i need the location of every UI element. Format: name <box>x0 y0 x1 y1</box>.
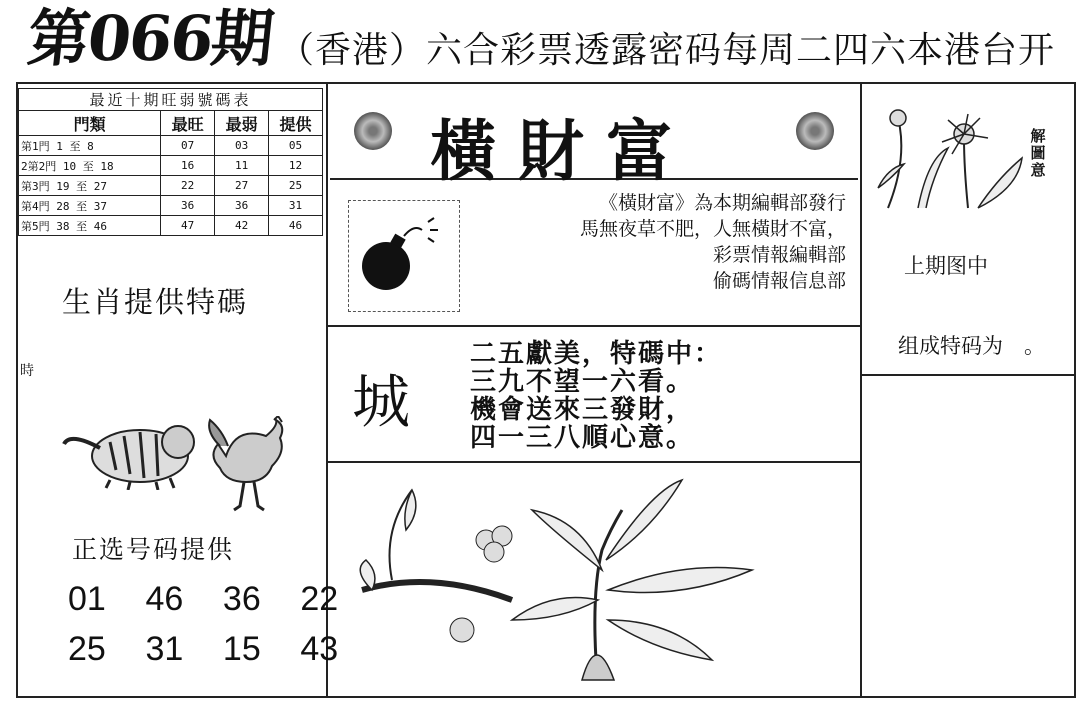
poem-line: 三九不望一六看。 <box>470 367 695 397</box>
interpretation-label: 解圖意 <box>1030 127 1046 179</box>
table-row <box>19 196 323 216</box>
cold-cell: 27 <box>215 176 269 196</box>
table-row <box>19 136 323 156</box>
pick-cell: 31 <box>269 196 323 216</box>
pick-cell: 05 <box>269 136 323 156</box>
cold-cell: 42 <box>215 216 269 236</box>
intro-line: 《橫財富》為本期編輯部發行 <box>598 192 846 214</box>
table-header: 最旺 <box>161 111 215 136</box>
lottery-number: 36 <box>222 580 261 618</box>
poem-line: 四一三八順心意。 <box>470 423 695 453</box>
table-header: 最弱 <box>215 111 269 136</box>
intro-line: 馬無夜草不肥，人無橫財不富， <box>579 218 846 240</box>
table-title: 最近十期旺弱號碼表 <box>19 89 323 111</box>
intro-text <box>476 190 846 294</box>
row-label: 第3門 19 至 27 <box>19 176 161 196</box>
coin-icon <box>796 112 834 150</box>
bomb-icon <box>358 214 454 294</box>
table-row <box>19 176 323 196</box>
pick-cell: 25 <box>269 176 323 196</box>
poem-key-char: 城 <box>352 368 411 436</box>
pick-cell: 12 <box>269 156 323 176</box>
hint-line: 组成特码为 。 <box>898 334 1045 358</box>
intro-line: 偷碼情報信息部 <box>712 270 846 292</box>
tiger-icon <box>60 412 200 490</box>
headline: （香港）六合彩票透露密码每周二四六本港台开 <box>278 30 1056 71</box>
hot-cell: 47 <box>161 216 215 236</box>
hot-cell: 07 <box>161 136 215 156</box>
side-mark: 時 <box>20 363 34 379</box>
zodiac-title: 生肖提供特碼 <box>62 285 249 319</box>
numbers-row <box>68 630 358 669</box>
pick-cell: 46 <box>269 216 323 236</box>
hot-cell: 36 <box>161 196 215 216</box>
row-label: 第5門 38 至 46 <box>19 216 161 236</box>
lottery-number: 25 <box>68 630 106 668</box>
cold-cell: 36 <box>215 196 269 216</box>
lottery-number: 01 <box>68 580 106 618</box>
hot-cell: 22 <box>161 176 215 196</box>
plant-illustration <box>352 470 782 690</box>
cold-cell: 11 <box>215 156 269 176</box>
poem-line: 機會送來三發財， <box>470 395 695 425</box>
rooster-icon <box>206 416 290 512</box>
issue-number: 第066期 <box>24 2 276 75</box>
poem <box>470 340 722 452</box>
flower-illustration <box>868 98 1028 213</box>
lottery-number: 43 <box>300 630 339 668</box>
lottery-number: 15 <box>222 630 261 668</box>
table-row <box>19 156 323 176</box>
row-label: 第4門 28 至 37 <box>19 196 161 216</box>
brand-title: 橫財富 <box>430 112 694 190</box>
lottery-number: 46 <box>145 580 184 618</box>
numbers-title: 正选号码提供 <box>72 535 235 564</box>
hot-cell: 16 <box>161 156 215 176</box>
table-row <box>19 216 323 236</box>
coin-icon <box>354 112 392 150</box>
row-label: 第1門 1 至 8 <box>19 136 161 156</box>
numbers-row <box>68 580 358 619</box>
lottery-number: 31 <box>145 630 184 668</box>
table-header: 門類 <box>19 111 161 136</box>
cold-cell: 03 <box>215 136 269 156</box>
poem-line: 二五獻美，特碼中： <box>470 339 723 369</box>
table-header: 提供 <box>269 111 323 136</box>
lottery-number: 22 <box>300 580 339 618</box>
hint-line: 上期图中 <box>904 254 988 278</box>
hot-cold-table <box>18 88 323 236</box>
intro-line: 彩票情報編輯部 <box>712 244 846 266</box>
row-label: 2第2門 10 至 18 <box>19 156 161 176</box>
